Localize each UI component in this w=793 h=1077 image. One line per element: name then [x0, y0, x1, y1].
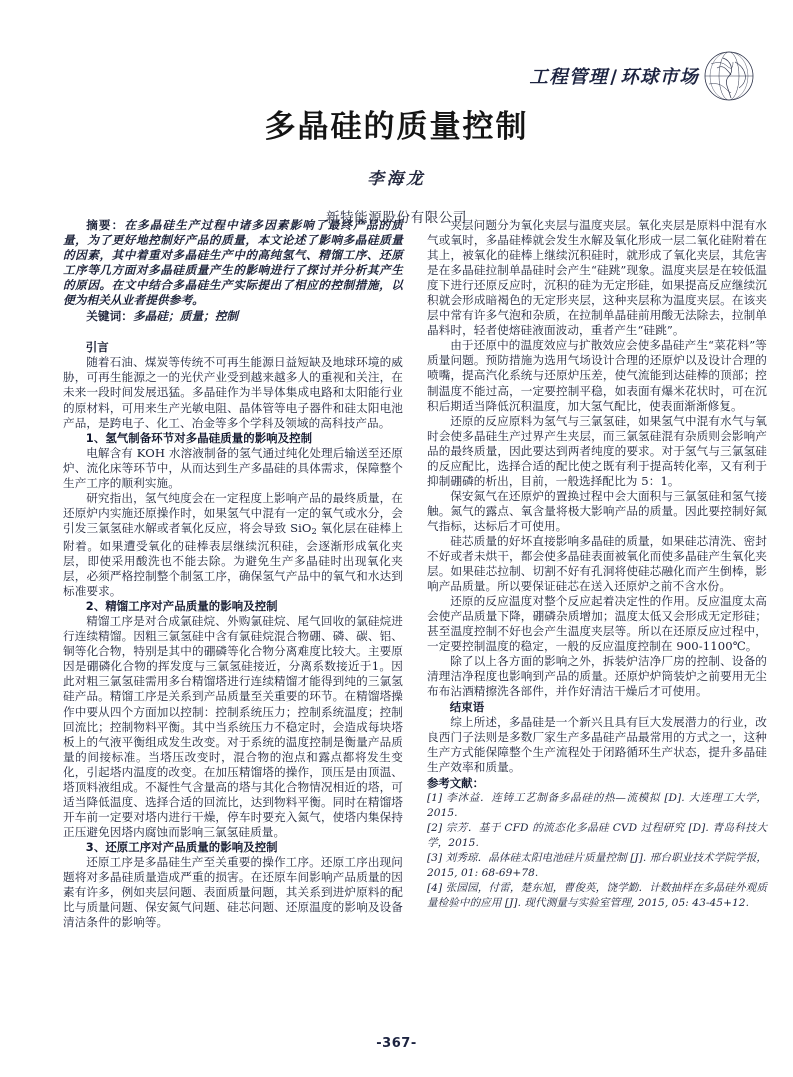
page-number: -367-: [376, 1036, 417, 1051]
masthead-right-text: 环球市场: [620, 67, 699, 88]
reference-item: [4] 张园园，付雷，楚东旭，曹俊英，饶学勤．计数抽样在多晶硅外观质量检验中的应用 [J]. 现代测量与实验室管理, 2015, 05: 43-45+12.: [427, 882, 767, 910]
right-column: [427, 218, 767, 1003]
intro-paragraph: 随着石油、煤炭等传统不可再生能源日益短缺及地球环境的威胁，可再生能源之一的光伏产业受到越来越多人的重视和关注，在未来一段时间发展迅猛。多晶硅作为半导体集成电路和太阳能行业的原材料，可用来生产光敏电阻、晶体管等电子器件和硅太阳电池产品，是跨电子、化工、冶金等多个学科及领域的高科技产品。: [63, 355, 403, 430]
section1-paragraph-1: 电解含有 KOH 水溶液制备的氢气通过纯化处理后输送至还原炉、流化床等环节中，从而达到生产多晶硅的具体需求，保障整个生产工序的顺利实施。: [63, 445, 403, 490]
section1-paragraph-2: [63, 491, 403, 599]
right-paragraph-5: 硅芯质量的好坏直接影响多晶硅的质量，如果硅芯清洗、密封不好或者未烘干，都会使多晶硅表面被氧化而使多晶硅产生氧化夹层。如果硅芯拉制、切割不好有孔洞将使硅芯融化而产生倒棒，影响产品质量。所以要保证硅芯在送入还原炉之前不含水份。: [427, 533, 767, 594]
section1-paragraph-2-part-b: 氧化层在硅棒上附着。如果遭受氧化的硅棒表层继续沉积硅，会逐渐形成氧化夹层，即使采用酸洗也不能去除。为避免生产多晶硅时出现氧化夹层，必须严格控制整个制氢工序，确保氢气产品中的氧气和水达到标准要求。: [63, 520, 403, 599]
heading-introduction: 引言: [85, 340, 109, 355]
heading-section-2: 2、精馏工序对产品质量的影响及控制: [85, 599, 278, 614]
heading-section-1: 1、氢气制备环节对多晶硅质量的影响及控制: [85, 430, 313, 445]
masthead-separator: /: [610, 67, 619, 88]
section3-paragraph: 还原工序是多晶硅生产至关重要的操作工序。还原工序出现问题将对多晶硅质量造成严重的损害。在还原车间影响产品质量的因素有许多，例如夹层问题、表面质量问题，其关系到进炉原料的配比与质量问题、保安氮气问题、硅芯问题、还原温度的影响及设备清洁条件的影响等。: [63, 855, 403, 930]
abstract-text: 在多晶硅生产过程中诸多因素影响了最终产品的质量，为了更好地控制好产品的质量，本文论述了影响多晶硅质量的因素，其中着重对多晶硅生产中的高纯氢气、精馏工序、还原工序等几方面对多晶硅质量产生的影响进行了探讨并分析其产生的原因。在文中结合多晶硅生产实际提出了相应的控制措施，以便为相关从业者提供参考。: [63, 218, 403, 308]
page-title: 多晶硅的质量控制: [264, 109, 529, 145]
body-columns: [63, 218, 767, 1003]
heading-conclusion: 结束语: [449, 699, 485, 714]
conclusion-paragraph: 综上所述，多晶硅是一个新兴且具有巨大发展潜力的行业，改良西门子法则是多数厂家生产多晶硅产品最常用的方式之一，这种生产方式能保障整个生产流程处于闭路循环生产状态，提升多晶硅生产效率和质量。: [427, 714, 767, 774]
globe-icon: [703, 50, 755, 102]
right-paragraph-1: 夹层问题分为氧化夹层与温度夹层。氧化夹层是原料中混有水气或氧时，多晶硅棒就会发生水解及氧化形成一层二氧化硅附着在其上，被氧化的硅棒上继续沉积硅时，就形成了氧化夹层，其危害是在多晶硅拉制单晶硅时会产生“硅跳”现象。温度夹层是在较低温度下进行还原反应时，沉积的硅为无定形硅，如果提高反应继续沉积就会形成暗褐色的无定形夹层，这种夹层称为温度夹层。在该夹层中常有许多气泡和杂质，在拉制单晶硅前用酸无法除去，拉制单晶料时，轻者使熔硅液面波动，重者产生“硅跳”。: [427, 218, 767, 338]
masthead-title: [529, 63, 699, 89]
right-paragraph-4: 保安氮气在还原炉的置换过程中会大面积与三氯氢硅和氢气接触。氮气的露点、氧含量将极大影响产品的质量。因此要控制好氮气指标，达标后才可使用。: [427, 488, 767, 533]
reference-item: [1] 李沐益．连铸工艺制备多晶硅的热—流模拟 [D]. 大连理工大学，2015.: [427, 791, 767, 819]
masthead: [529, 50, 755, 102]
keywords-paragraph: [63, 309, 403, 324]
right-paragraph-3: 还原的反应原料为氢气与三氯氢硅，如果氢气中混有水气与氧时会使多晶硅生产过界产生夹层，而三氯氢硅混有杂质则会影响产品的最终质量，因此要达到两者纯度的要求。对于氢气与三氯氢硅的反应配比，选择合适的配比使之既有利于提高转化率，又有利于抑制硼磷的析出，目前，一般选择配比为 5：1。: [427, 413, 767, 488]
left-column: [63, 218, 403, 1003]
keywords-label: 关键词：: [86, 309, 133, 324]
masthead-left-text: 工程管理: [529, 67, 609, 88]
author-affiliation: 新特能源股份有限公司: [326, 209, 467, 226]
reference-item: [3] 刘秀琼．晶体硅太阳电池硅片质量控制 [J]. 邢台职业技术学院学报，2015, 01: 68-69+78.: [427, 851, 767, 880]
abstract-label: 摘要：: [86, 218, 125, 232]
heading-references: 参考文献：: [427, 775, 484, 790]
keywords-text: 多晶硅；质量；控制: [132, 309, 239, 324]
author-name: 李海龙: [367, 168, 426, 188]
reference-list: [427, 791, 767, 911]
heading-section-3: 3、还原工序对产品质量的影响及控制: [85, 839, 278, 854]
abstract-paragraph: [63, 218, 403, 308]
right-paragraph-6: 还原的反应温度对整个反应起着决定性的作用。反应温度太高会使产品质量下降，硼磷杂质增加；温度太低又会形成无定形硅；甚至温度控制不好也会产生温度夹层等。所以在还原反应过程中，一定要控制温度的稳定，一般的反应温度控制在 900-1100℃。: [427, 594, 767, 654]
right-paragraph-2: 由于还原中的温度效应与扩散效应会使多晶硅产生“菜花料”等质量问题。预防措施为选用气场设计合理的还原炉以及设计合理的喷嘴，提高汽化系统与还原炉压差，使气流能到达硅棒的顶部；控制温度不能过高，一定要控制平稳，如表面有爆米花状时，可在沉积后期适当降低沉积温度，加大氢气配比，使表面渐渐修复。: [427, 338, 767, 413]
reference-item: [2] 宗芳．基于 CFD 的流态化多晶硅 CVD 过程研究 [D]. 青岛科技大学，2015.: [427, 821, 767, 849]
title-block: [0, 108, 793, 226]
section2-paragraph: 精馏工序是对合成氯硅烷、外购氯硅烷、尾气回收的氯硅烷进行连续精馏。因粗三氯氢硅中含有氯硅烷混合物硼、磷、碳、铝、铜等化合物，特别是其中的硼磷等化合物分离难度比较大。主要原因是硼磷化合物的挥发度与三氯氢硅接近，分离系数接近于1。因此对粗三氯氢硅需用多台精馏塔进行连续精馏才能得到纯的三氯氢硅产品。精馏工序是关系到产品质量至关重要的环节。在精馏塔操作中要从四个方面加以控制：控制系统压力；控制系统温度；控制回流比；控制物料平衡。其中当系统压力不稳定时，会造成每块塔板上的气液平衡组成发生改变。对于系统的温度控制是衡量产品质量的间接标准。当塔压改变时，混合物的泡点和露点都将发生变化，引起塔内温度的改变。在加压精馏塔的操作，顶压是由顶温、塔顶料液组成。不凝性气含量高的塔与其化合物情况相近的塔，可适当降低温度、选择合适的回流比，达到物料平衡。同时在精馏塔开车前一定要对塔内进行干燥，停车时要充入氮气，使塔内集保持正压避免因塔内腐蚀而影响三氯氢硅质量。: [63, 614, 403, 839]
right-paragraph-7: 除了以上各方面的影响之外，拆装炉洁净厂房的控制、设备的清理洁净程度也影响到产品的质量。还原炉炉筒装炉之前要用无尘布布沾酒精擦洗各部件，并作好清洁干燥后才可使用。: [427, 654, 767, 699]
section1-paragraph-2-part-a: 研究指出，氢气纯度会在一定程度上影响产品的最终质量，在还原炉内实施还原操作时，如果氢气中混有一定的氧气或水分，会引发三氯氢硅水解或者氧化反应，将会导致 SiO: [63, 490, 403, 535]
sio2-subscript: 2: [311, 525, 317, 536]
